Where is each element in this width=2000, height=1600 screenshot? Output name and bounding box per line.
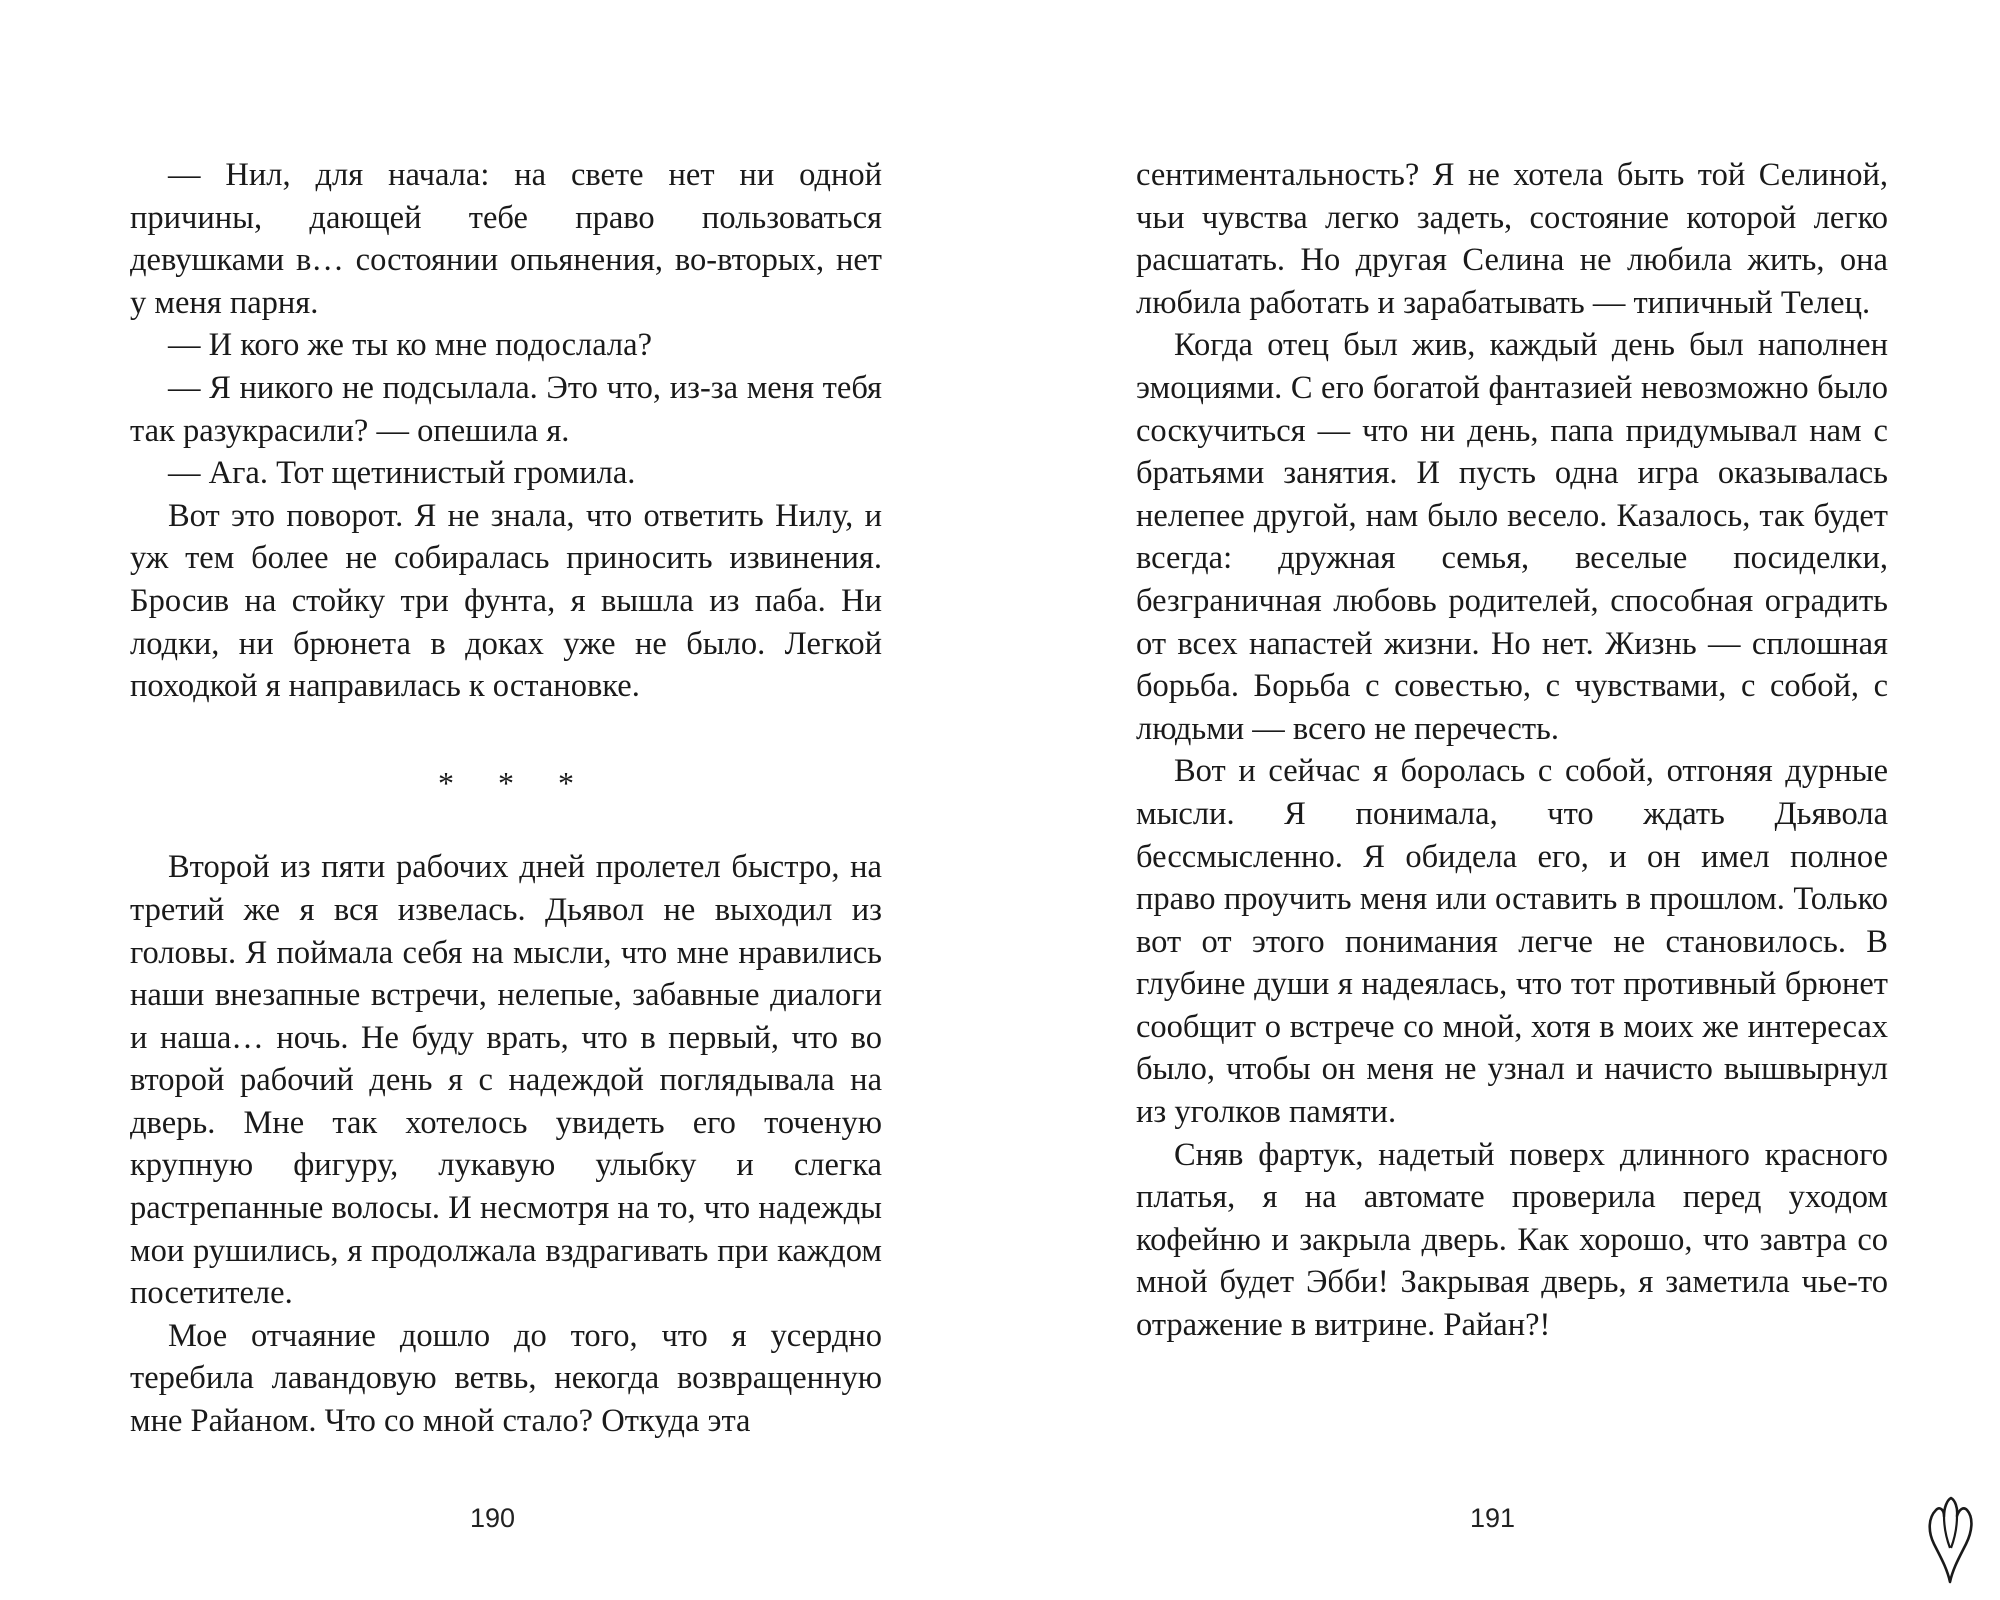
page-number-right: 191 (1470, 1503, 1516, 1533)
paragraph: — Нил, для начала: на свете нет ни одной причины, дающей тебе право пользоваться девушками в… состоянии опьянения, во-вторых, нет у меня парня. (130, 157, 882, 321)
paragraph: Второй из пяти рабочих дней пролетел быстро, на третий же я вся извелась. Дьявол не выходил из головы. Я поймала себя на мысли, что мне нравились наши внезапные встречи, нелепые, забавные диалоги и наша… ночь. Не буду врать, что в первый, что во второй рабочий день я с надеждой поглядывала на дверь. Мне так хотелось увидеть его точеную крупную фигуру, лукавую улыбку и слегка растрепанные волосы. И несмотря на то, что надежды мои рушились, я продолжала вздрагивать при каждом посетителе. (130, 849, 882, 1312)
right-text-column (1136, 154, 1888, 1347)
paragraph: — Я никого не подсылала. Это что, из-за меня тебя так разукрасили? — опешила я. (130, 369, 882, 449)
paragraph: Мое отчаяние дошло до того, что я усердно теребила лавандовую ветвь, некогда возвращенную мне Райаном. Что со мной стало? Откуда эта (130, 1317, 882, 1440)
flower-bud-icon (1920, 1490, 1980, 1590)
paragraph: Когда отец был жив, каждый день был наполнен эмоциями. С его богатой фантазией невозможно было соскучиться — что ни день, папа придумывал нам с братьями занятия. И пусть одна игра оказывалась нелепее другой, нам было весело. Казалось, так будет всегда: дружная семья, веселые посиделки, безграничная любовь родителей, способная оградить от всех напастей жизни. Но нет. Жизнь — сплошная борьба. Борьба с совестью, с чувствами, с собой, с людьми — всего не перечесть. (1136, 327, 1888, 747)
scene-break: * * * (438, 764, 592, 801)
paragraph: Вот и сейчас я боролась с собой, отгоняя дурные мысли. Я понимала, что ждать Дьявола бессмысленно. Я обидела его, и он имел полное право проучить меня или оставить в прошлом. Только вот от этого понимания легче не становилось. В глубине души я надеялась, что тот противный брюнет сообщит о встрече со мной, хотя в моих же интересах было, чтобы он меня не узнал и начисто вышвырнул из уголков памяти. (1136, 753, 1888, 1131)
right-page (1000, 0, 2000, 1600)
left-text-column (130, 154, 882, 1443)
paragraph: Сняв фартук, надетый поверх длинного красного платья, я на автомате проверила перед уходом кофейню и закрыла дверь. Как хорошо, что завтра со мной будет Эбби! Закрывая дверь, я заметила чье-то отражение в витрине. Райан?! (1136, 1136, 1888, 1344)
paragraph: — Ага. Тот щетинистый громила. (168, 455, 636, 492)
paragraph: — И кого же ты ко мне подослала? (168, 327, 652, 364)
page-number-left: 190 (470, 1503, 516, 1533)
paragraph: Вот это поворот. Я не знала, что ответить Нилу, и уж тем более не собиралась приносить извинения. Бросив на стойку три фунта, я вышла из паба. Ни лодки, ни брюнета в доках уже не было. Легкой походкой я направилась к остановке. (130, 497, 882, 705)
paragraph-continued: сентиментальность? Я не хотела быть той Селиной, чьи чувства легко задеть, состояние которой легко расшатать. Но другая Селина не любила жить, она любила работать и зарабатывать — типичный Телец. (1136, 157, 1888, 321)
